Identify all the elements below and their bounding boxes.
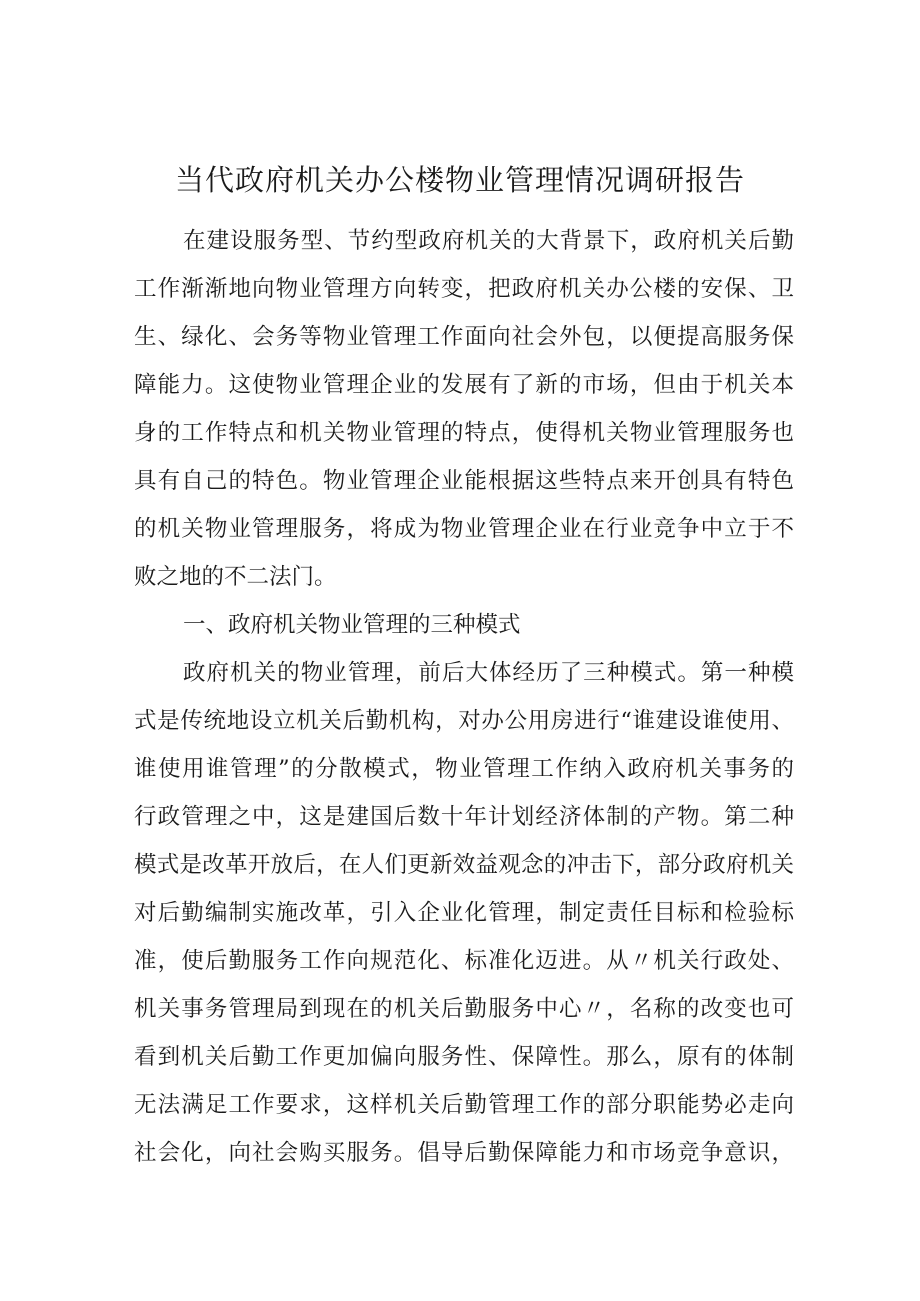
paragraph-2-line-6: 对后勤编制实施改革，引入企业化管理，制定责任目标和检验标	[134, 900, 794, 926]
paragraph-2-line-11: 社会化，向社会购买服务。倡导后勤保障能力和市场竞争意识，	[134, 1140, 794, 1166]
paragraph-1-line-5: 身的工作特点和机关物业管理的特点，使得机关物业管理服务也	[134, 420, 794, 446]
document-body	[134, 217, 794, 1177]
document-title: 当代政府机关办公楼物业管理情况调研报告	[174, 163, 745, 197]
paragraph-1-line-2: 工作渐渐地向物业管理方向转变，把政府机关办公楼的安保、卫	[134, 276, 794, 302]
paragraph-1-line-3: 生、绿化、会务等物业管理工作面向社会外包，以便提高服务保	[134, 324, 794, 350]
paragraph-1-line-4: 障能力。这使物业管理企业的发展有了新的市场，但由于机关本	[134, 372, 794, 398]
paragraph-2-line-9: 看到机关后勤工作更加偏向服务性、保障性。那么，原有的体制	[134, 1044, 794, 1070]
paragraph-2-line-3: 谁使用谁管理”的分散模式，物业管理工作纳入政府机关事务的	[134, 756, 794, 782]
paragraph-1-line-8: 败之地的不二法门。	[134, 564, 337, 590]
paragraph-1-line-1: 在建设服务型、节约型政府机关的大背景下，政府机关后勤	[183, 228, 794, 254]
paragraph-2-line-7: 准，使后勤服务工作向规范化、标准化迈进。从〃机关行政处、	[134, 948, 794, 974]
paragraph-2-line-2: 式是传统地设立机关后勤机构，对办公用房进行“谁建设谁使用、	[134, 708, 794, 734]
paragraph-1-line-6: 具有自己的特色。物业管理企业能根据这些特点来开创具有特色	[134, 468, 794, 494]
section-heading-1: 一、政府机关物业管理的三种模式	[183, 612, 521, 638]
paragraph-1-line-7: 的机关物业管理服务，将成为物业管理企业在行业竞争中立于不	[134, 516, 794, 542]
paragraph-2-line-4: 行政管理之中，这是建国后数十年计划经济体制的产物。第二种	[134, 804, 794, 830]
paragraph-2-line-1: 政府机关的物业管理，前后大体经历了三种模式。第一种模	[183, 660, 794, 686]
paragraph-2-line-5: 模式是改革开放后，在人们更新效益观念的冲击下，部分政府机关	[134, 852, 794, 878]
paragraph-2-line-10: 无法满足工作要求，这样机关后勤管理工作的部分职能势必走向	[134, 1092, 794, 1118]
paragraph-2-line-8: 机关事务管理局到现在的机关后勤服务中心〃，名称的改变也可	[134, 996, 794, 1022]
